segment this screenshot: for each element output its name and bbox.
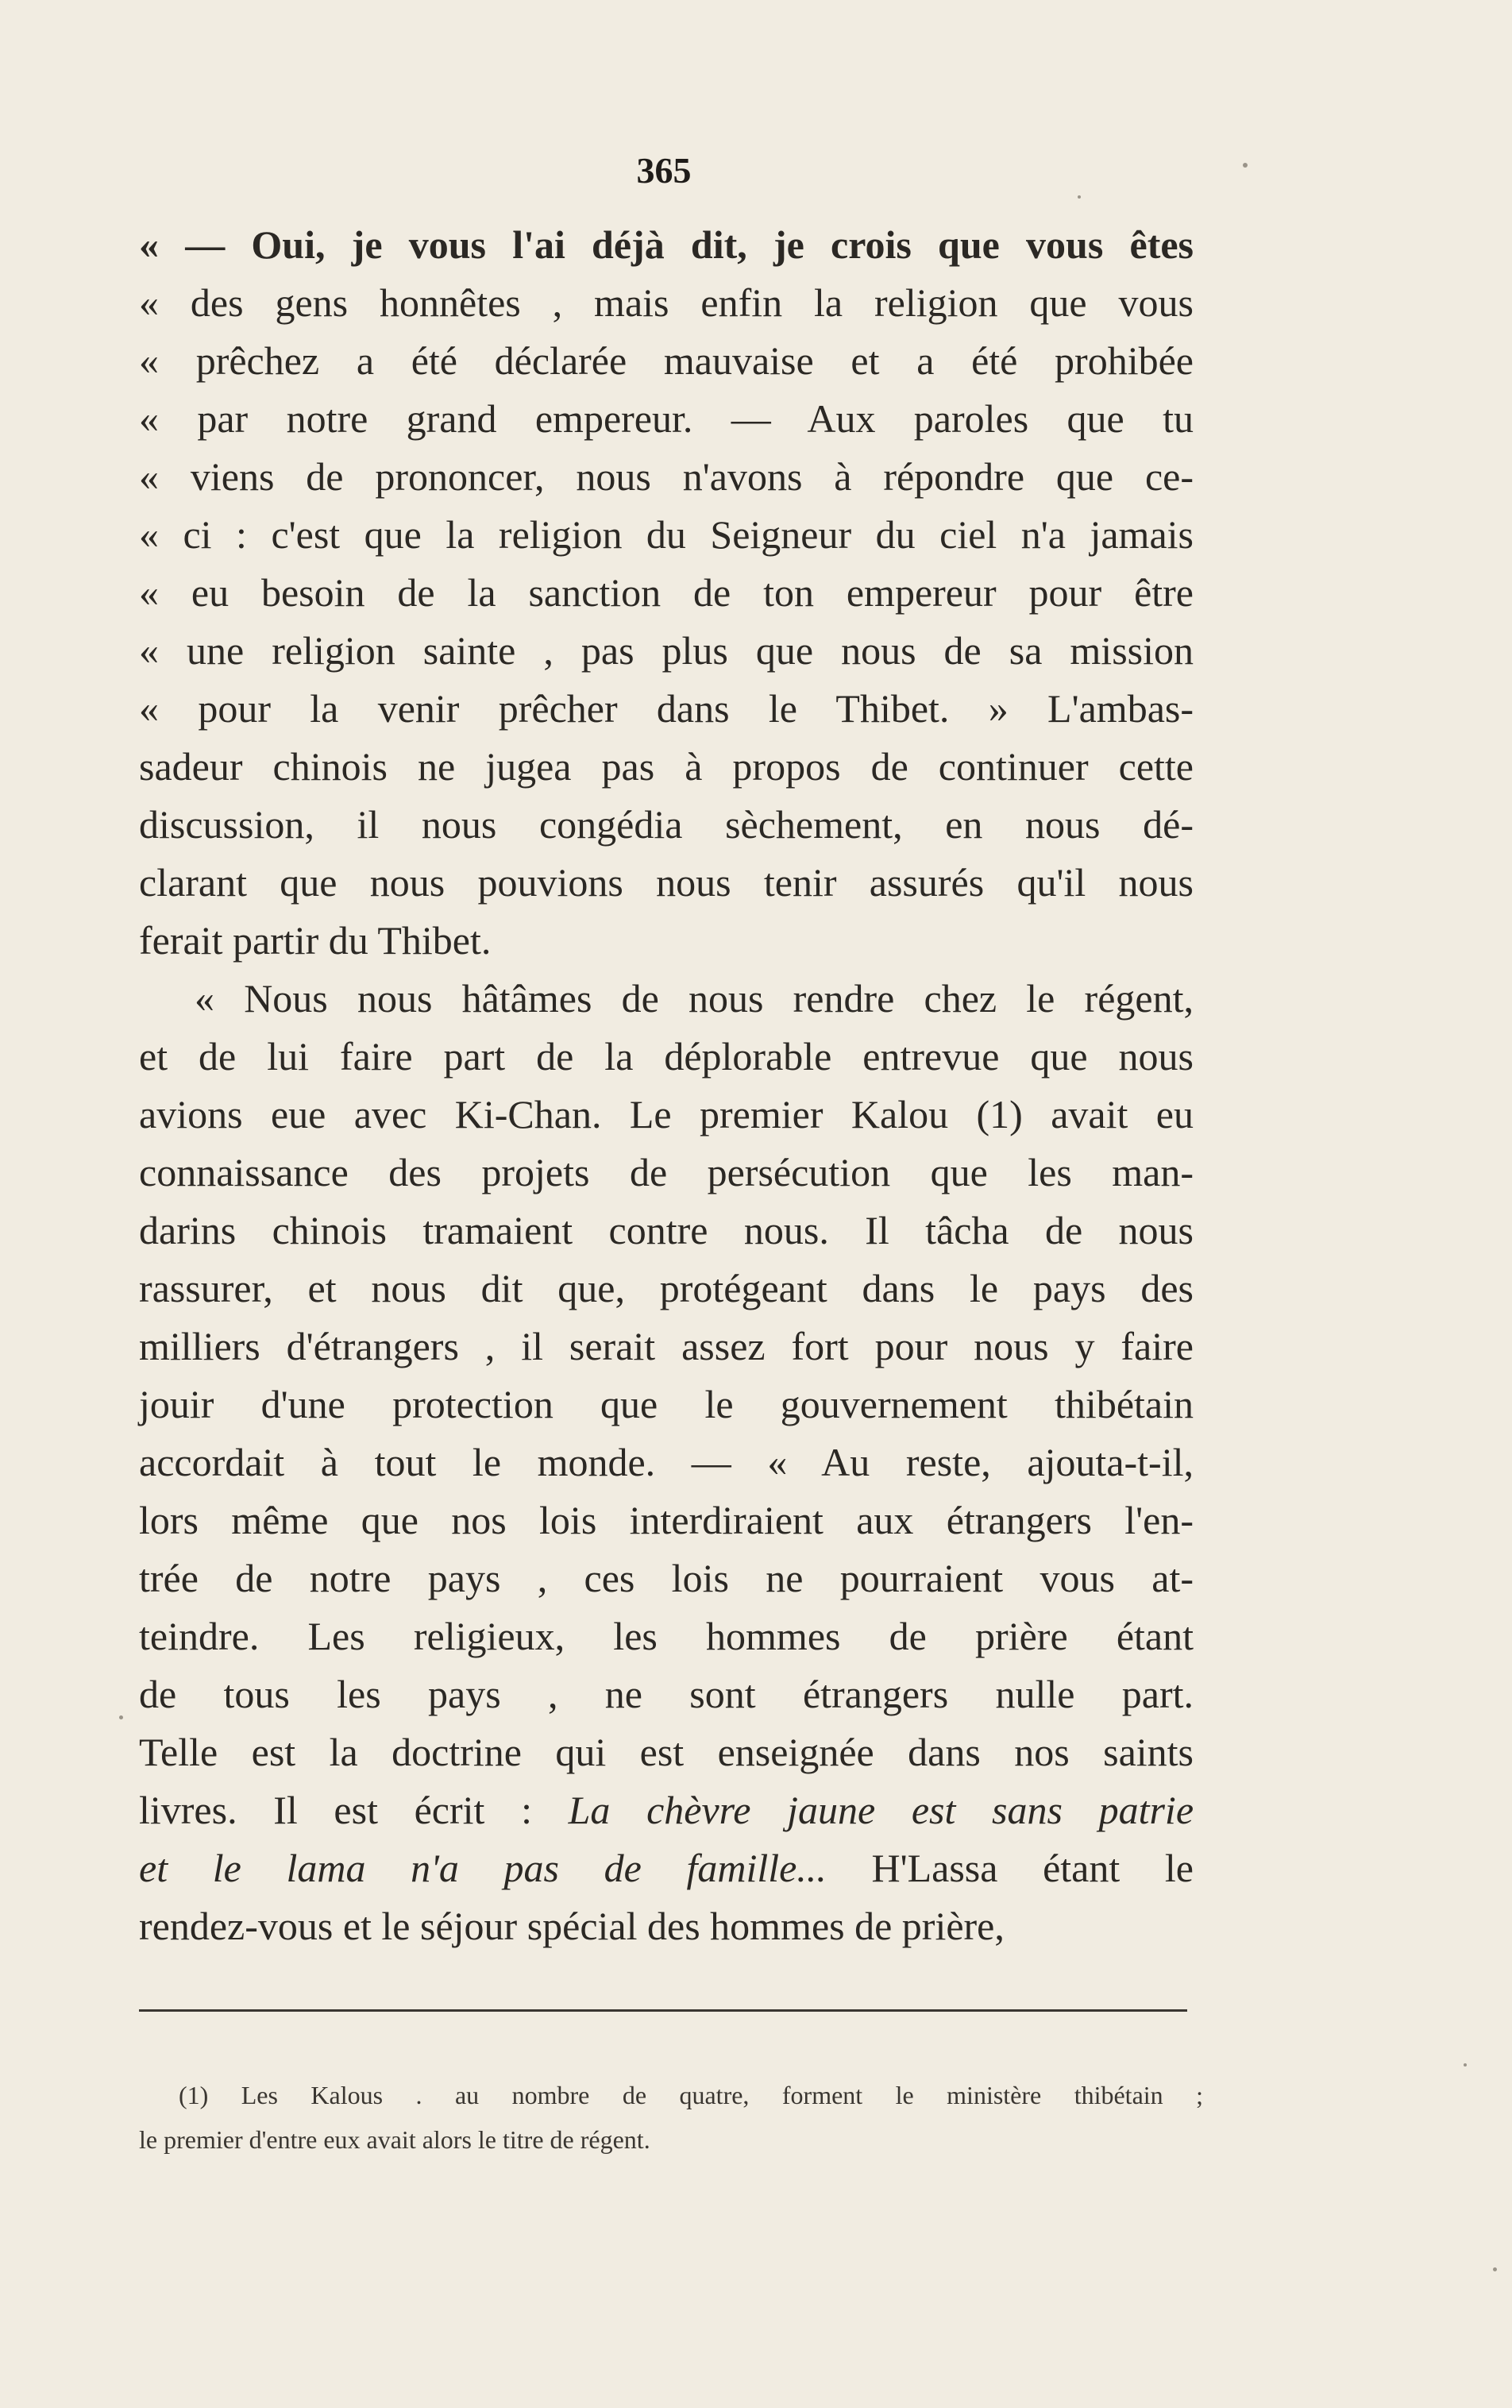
text-line: et de lui faire part de la déplorable entrevue que nous	[139, 1034, 1194, 1079]
text-line: « des gens honnêtes , mais enfin la religion que vous	[139, 280, 1194, 325]
text-line: « pour la venir prêcher dans le Thibet. » L'ambas-	[139, 686, 1194, 731]
paper-speck	[1078, 195, 1081, 199]
page-number: 365	[636, 150, 692, 191]
text-line: rendez-vous et le séjour spécial des hommes de prière,	[139, 1904, 1005, 1948]
paper-speck	[1243, 163, 1248, 168]
footnote-rule	[139, 2009, 1187, 2012]
italic-quote: et le lama n'a pas de famille...	[139, 1846, 827, 1890]
text-line: connaissance des projets de persécution que les man-	[139, 1150, 1194, 1194]
text-span: livres. Il est écrit :	[139, 1788, 532, 1832]
text-line: « — Oui, je vous l'ai déjà dit, je crois que vous êtes	[139, 222, 1194, 267]
text-line: « par notre grand empereur. — Aux paroles que tu	[139, 396, 1194, 441]
text-line: « ci : c'est que la religion du Seigneur du ciel n'a jamais	[139, 512, 1194, 557]
text-line: ferait partir du Thibet.	[139, 918, 492, 963]
text-line: lors même que nos lois interdiraient aux étrangers l'en-	[139, 1498, 1194, 1542]
paper-speck	[1493, 2267, 1497, 2271]
text-line: de tous les pays , ne sont étrangers nulle part.	[139, 1672, 1194, 1716]
text-line: « eu besoin de la sanction de ton empereur pour être	[139, 570, 1194, 615]
text-line: discussion, il nous congédia sèchement, en nous dé-	[139, 802, 1194, 847]
body-text	[139, 216, 1194, 1955]
text-line: « Nous nous hâtâmes de nous rendre chez le régent,	[195, 976, 1194, 1021]
text-line: « une religion sainte , pas plus que nous de sa mission	[139, 628, 1194, 673]
text-line: accordait à tout le monde. — « Au reste, ajouta-t-il,	[139, 1440, 1194, 1484]
paper-speck	[1464, 2063, 1467, 2066]
footnote-line: (1) Les Kalous . au nombre de quatre, forment le ministère thibétain ;	[179, 2081, 1203, 2109]
text-line: Telle est la doctrine qui est enseignée dans nos saints	[139, 1730, 1194, 1774]
text-line: milliers d'étrangers , il serait assez fort pour nous y faire	[139, 1324, 1194, 1368]
text-line: « viens de prononcer, nous n'avons à répondre que ce-	[139, 454, 1194, 499]
text-line: « prêchez a été déclarée mauvaise et a été prohibée	[139, 338, 1194, 383]
text-line: darins chinois tramaient contre nous. Il tâcha de nous	[139, 1208, 1194, 1252]
text-line: sadeur chinois ne jugea pas à propos de continuer cette	[139, 744, 1194, 789]
text-line: avions eue avec Ki-Chan. Le premier Kalou (1) avait eu	[139, 1092, 1194, 1136]
text-span: H'Lassa étant le	[871, 1846, 1194, 1890]
text-line: teindre. Les religieux, les hommes de prière étant	[139, 1614, 1194, 1658]
footnote-line: le premier d'entre eux avait alors le titre de régent.	[139, 2125, 650, 2154]
paper-speck	[119, 1715, 123, 1719]
italic-quote: La chèvre jaune est sans patrie	[568, 1788, 1194, 1832]
text-line: rassurer, et nous dit que, protégeant dans le pays des	[139, 1266, 1194, 1310]
text-line	[139, 1781, 1194, 1839]
footnote	[139, 2073, 1203, 2162]
text-line: jouir d'une protection que le gouvernement thibétain	[139, 1382, 1194, 1426]
text-line	[139, 1839, 1194, 1897]
text-line: clarant que nous pouvions nous tenir assurés qu'il nous	[139, 860, 1194, 905]
text-line: trée de notre pays , ces lois ne pourraient vous at-	[139, 1556, 1194, 1600]
